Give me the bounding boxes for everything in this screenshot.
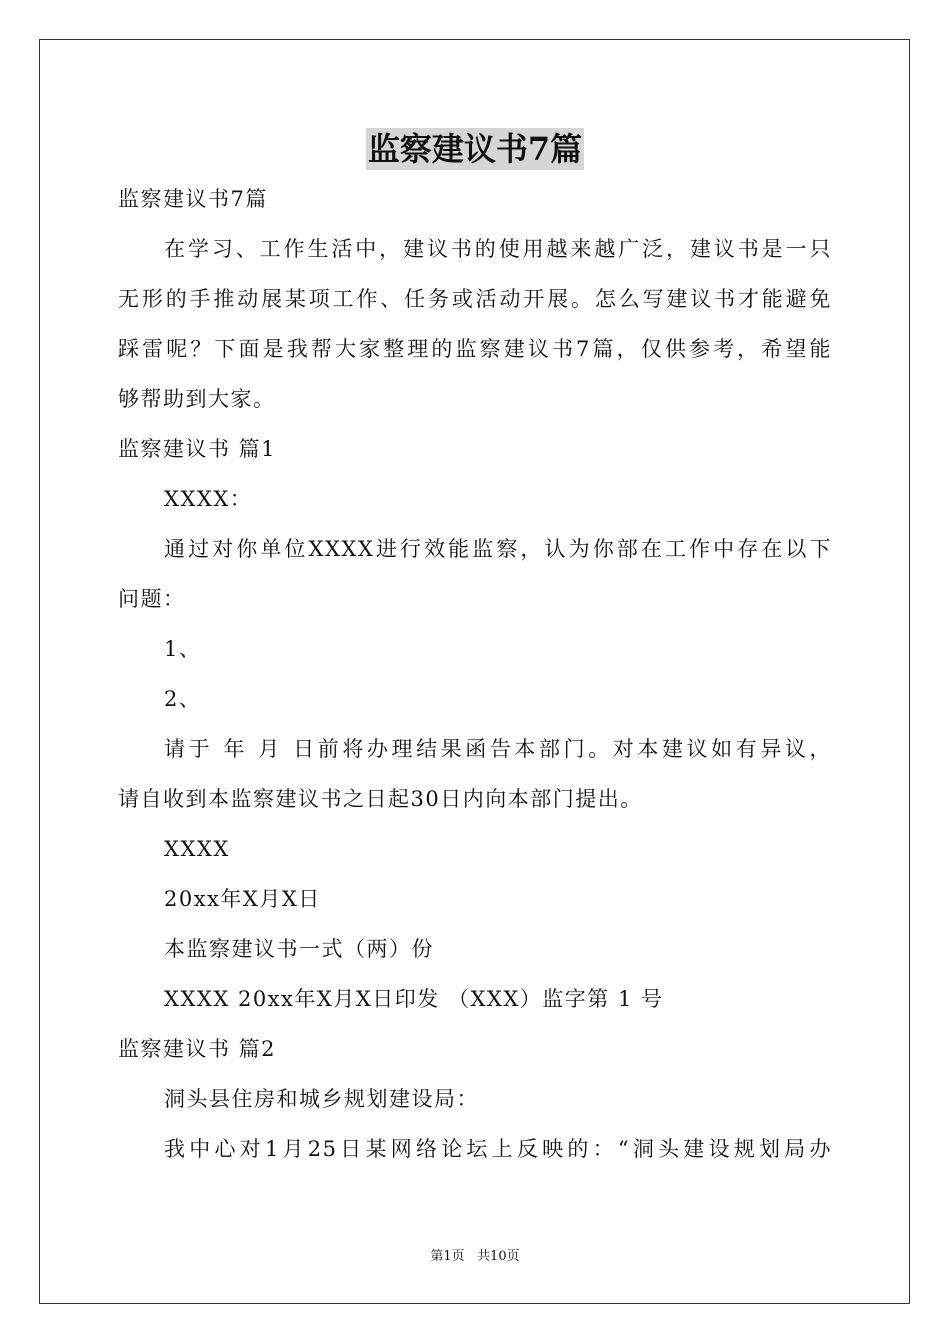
title-container: [0, 128, 950, 170]
list-item: 1、: [164, 637, 202, 661]
paragraph-line: 够帮助到大家。: [118, 387, 276, 411]
page-footer: 第1页 共10页: [430, 1249, 520, 1264]
paragraph-line: 问题：: [118, 587, 186, 611]
paragraph-line: 我中心对1月25日某网络论坛上反映的：“洞头建设规划局办: [164, 1137, 832, 1161]
page-border: [39, 39, 910, 1304]
paragraph-line: 在学习、工作生活中，建议书的使用越来越广泛，建议书是一只: [164, 237, 832, 261]
paragraph-line: 请自收到本监察建议书之日起30日内向本部门提出。: [118, 787, 643, 811]
paragraph-line: 踩雷呢？下面是我帮大家整理的监察建议书7篇，仅供参考，希望能: [118, 337, 832, 361]
copies-line: 本监察建议书一式（两）份: [164, 937, 434, 961]
document-title: 监察建议书7篇: [367, 130, 583, 168]
paragraph-line: 无形的手推动展某项工作、任务或活动开展。怎么写建议书才能避免: [118, 287, 832, 311]
issue-line: XXXX 20xx年X月X日印发 （XXX）监字第 1 号: [164, 987, 664, 1011]
section-heading: 监察建议书 篇1: [118, 437, 277, 461]
paragraph-line: 请于 年 月 日前将办理结果函告本部门。对本建议如有异议，: [164, 737, 832, 761]
list-item: 2、: [164, 687, 202, 711]
signature-line: XXXX: [164, 837, 230, 861]
addressee-line: XXXX：: [164, 487, 253, 511]
date-line: 20xx年X月X日: [164, 887, 321, 911]
section-heading: 监察建议书 篇2: [118, 1037, 277, 1061]
addressee-line: 洞头县住房和城乡规划建设局：: [164, 1087, 479, 1111]
paragraph-line: 通过对你单位XXXX进行效能监察，认为你部在工作中存在以下: [164, 537, 832, 561]
subtitle-line: 监察建议书7篇: [118, 187, 268, 211]
